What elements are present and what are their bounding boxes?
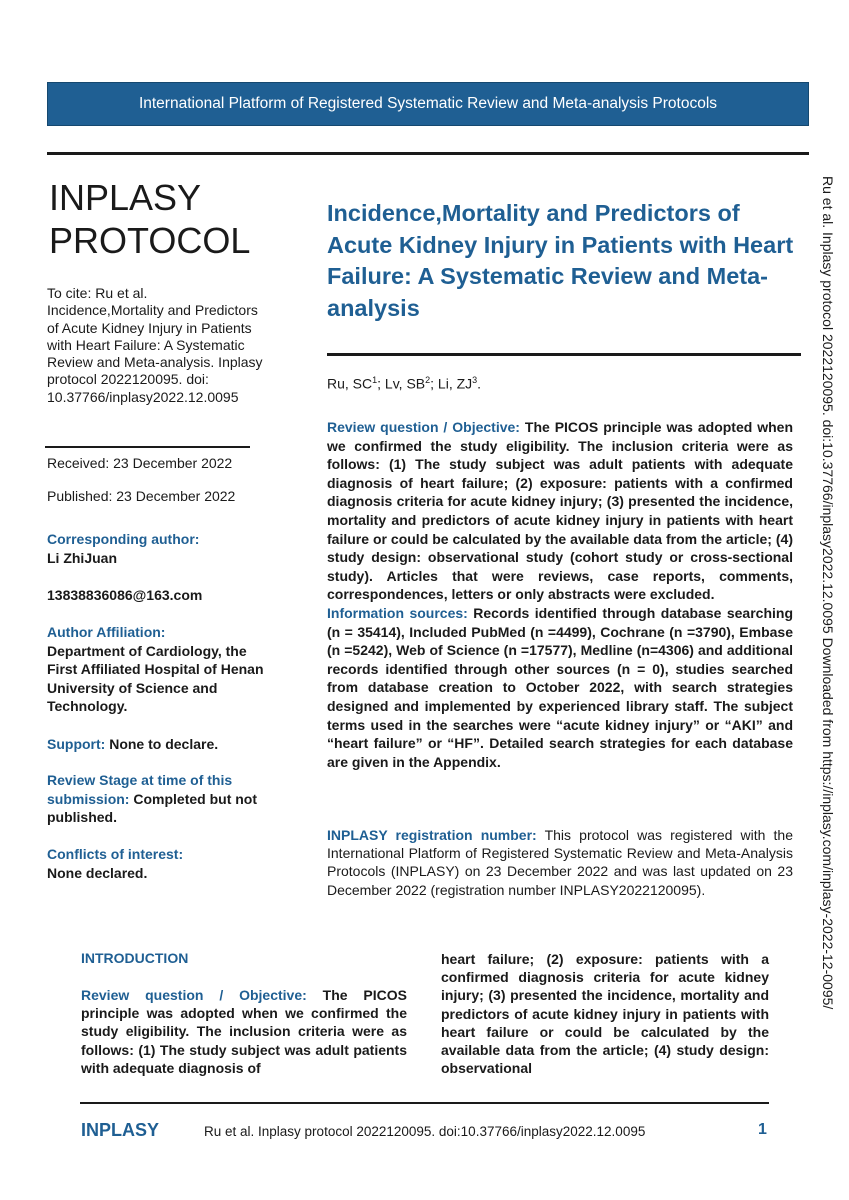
brand-line-1: INPLASY (49, 177, 202, 218)
corresponding-name: Li ZhiJuan (47, 549, 117, 566)
information-sources-text: Records identified through database searching (n = 35414), Included PubMed (n =4499), Cochrane (n =3790), Embase (n =5242), Web of Science (n =17577), Medline (n=4306) and additional records identified through other sources (n = 0), studies searched from database creation to October 2022, with search strategies designed and implemented by experienced library staff. The subject terms used in the searches were “acute kidney injury” or “AKI” and “heart failure” or “HF”. Detailed search strategies for each database are given in the Appendix. (327, 604, 793, 770)
page-number: 1 (758, 1121, 767, 1138)
conflicts-label: Conflicts of interest: (47, 846, 184, 862)
author-separator: ; (377, 375, 385, 392)
citation-divider (45, 446, 250, 448)
introduction-column-left (81, 986, 407, 1077)
support-label: Support: (47, 736, 106, 752)
citation-text: To cite: Ru et al. Incidence,Mortality and Predictors of Acute Kidney Injury in Patients with Heart Failure: A Systematic Review and Meta-analysis. Inplasy protocol 2022120095. doi: 10.37766/inplasy2022.12.0095 (47, 285, 263, 405)
abstract (327, 418, 793, 771)
author-email: 13838836086@163.com (47, 587, 203, 603)
author-name: Li, ZJ (437, 375, 473, 392)
intro-left-text: The PICOS principle was adopted when we confirmed the study eligibility. The inclusion criteria were as follows: (1) The study subject was adult patients with adequate diagnosis of (81, 987, 407, 1076)
article-title: Incidence,Mortality and Predictors of Acute Kidney Injury in Patients with Heart Failure: A Systematic Review and Meta-analysis (327, 200, 794, 321)
corresponding-author (47, 530, 272, 567)
review-stage (47, 771, 272, 827)
title-divider (327, 353, 801, 356)
author-affiliation (47, 623, 272, 716)
published-date: Published: 23 December 2022 (47, 488, 236, 504)
author-separator: . (477, 375, 482, 392)
author-list (327, 375, 481, 392)
protocol-brand (49, 176, 250, 262)
support-text: None to declare. (109, 736, 219, 752)
received-date: Received: 23 December 2022 (47, 455, 233, 471)
author-affiliation-number: 2 (425, 375, 431, 385)
conflicts (47, 845, 272, 882)
information-sources-label: Information sources: (327, 604, 468, 621)
conflicts-text: None declared. (47, 864, 148, 881)
registration-text: This protocol was registered with the International Platform of Registered Systematic Review and Meta-Analysis Protocols (INPLASY) on 23 December 2022 and was last updated on 23 December 2022 (registration number INPLASY2022120095). (327, 827, 794, 898)
banner-text: International Platform of Registered Systematic Review and Meta-analysis Protocols (138, 95, 718, 112)
intro-review-label: Review question / Objective: (81, 987, 307, 1003)
brand-line-2: PROTOCOL (49, 220, 251, 261)
author-name: Lv, SB (384, 375, 426, 392)
stage-text: Completed but not published. (47, 790, 258, 825)
author-name: Ru, SC (327, 375, 373, 392)
affiliation-label: Author Affiliation: (47, 624, 166, 640)
registration-paragraph (327, 826, 793, 899)
author-affiliation-number: 3 (472, 375, 478, 385)
review-question-label: Review question / Objective: (327, 419, 520, 435)
review-question-paragraph (327, 418, 793, 604)
download-margin-note: Ru et al. Inplasy protocol 2022120095. doi:10.37766/inplasy2022.12.0095 Downloaded from https://inplasy.com/inplasy-2022-12-0095/ (820, 176, 836, 1010)
review-question-text: The PICOS principle was adopted when we confirmed the study eligibility. The inclusion criteria were as follows: (1) The study subject was adult patients with adequate diagnosis of heart failure; (2) exposure: patients with a confirmed diagnosis criteria for acute kidney injury; (3) presented the incidence, mortality and predictors of acute kidney injury in patients with heart failure or could be calculated by the available data from the article; (4) study design: observational study (cohort study or cross-sectional study). Articles that were reviews, case reports, comments, correspondences, letters or only abstracts were excluded. (327, 419, 794, 603)
information-sources-paragraph (327, 604, 793, 771)
affiliation-text: Department of Cardiology, the First Affiliated Hospital of Henan University of Science and Technology. (47, 642, 264, 714)
introduction-heading: INTRODUCTION (81, 950, 189, 966)
footer-citation: Ru et al. Inplasy protocol 2022120095. doi:10.37766/inplasy2022.12.0095 (204, 1124, 646, 1139)
corresponding-label: Corresponding author: (47, 531, 200, 547)
header-banner (47, 82, 809, 126)
registration-label: INPLASY registration number: (327, 827, 537, 843)
footer-brand: INPLASY (81, 1120, 160, 1140)
stage-label: Review Stage at time of this submission: (47, 772, 233, 807)
introduction-column-right: heart failure; (2) exposure: patients with a confirmed diagnosis criteria for acute kidney injury; (3) presented the incidence, mortality and predictors of acute kidney injury in patients with heart failure or could be calculated by the available data from the article; (4) study design: observational (441, 951, 769, 1077)
author-affiliation-number: 1 (372, 375, 378, 385)
top-divider (47, 152, 809, 155)
support (47, 735, 272, 754)
footer-divider (80, 1102, 769, 1104)
author-separator: ; (430, 375, 438, 392)
